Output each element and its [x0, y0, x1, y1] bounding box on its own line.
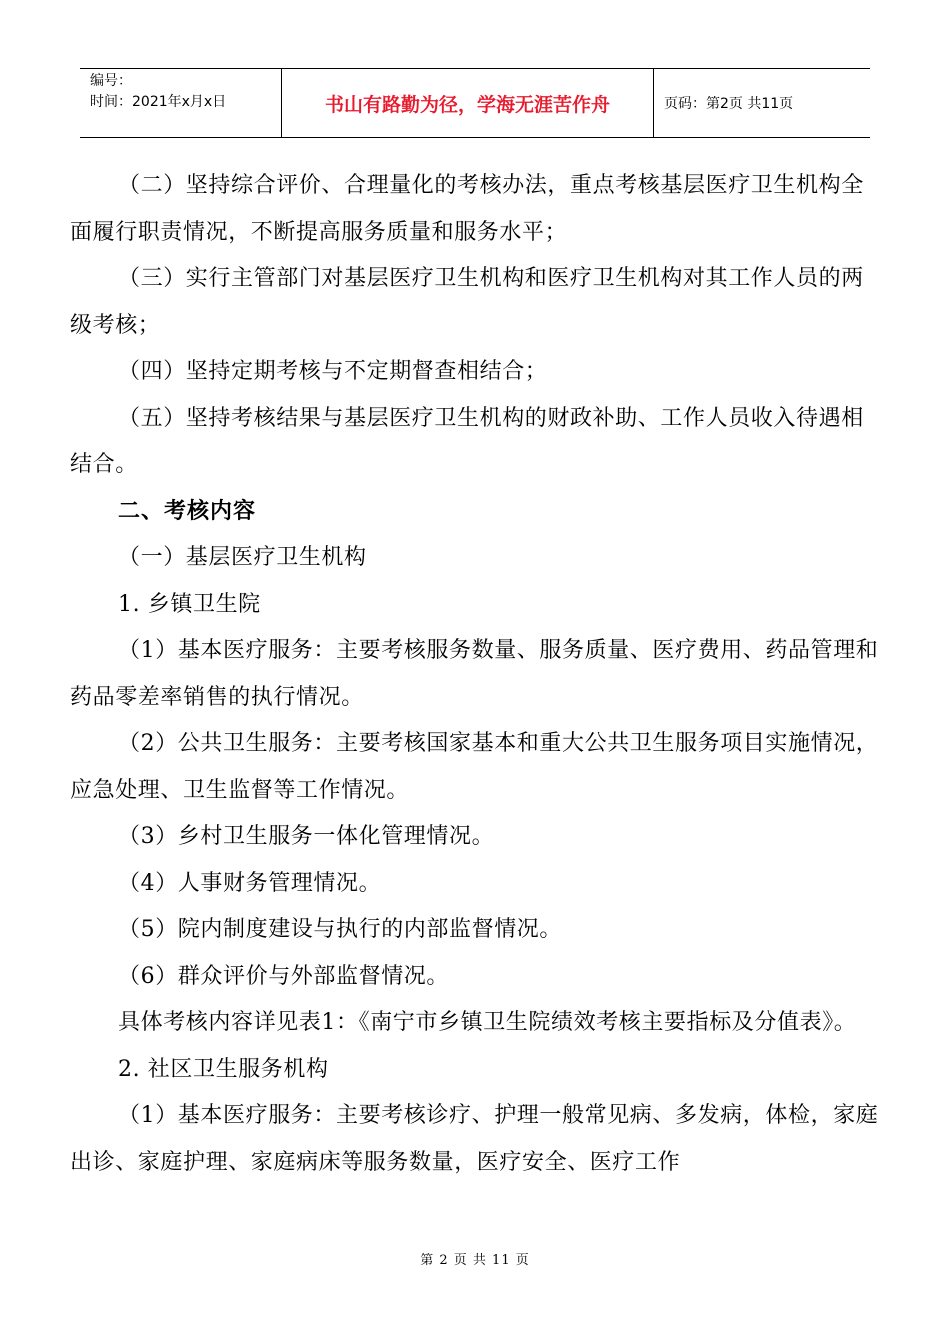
paragraph: （二）坚持综合评价、合理量化的考核办法，重点考核基层医疗卫生机构全面履行职责情况，不断提高服务质量和服务水平； [70, 173, 864, 245]
paragraph: （5）院内制度建设与执行的内部监督情况。 [118, 917, 562, 942]
section-heading: 二、考核内容 [118, 498, 257, 524]
paragraph: 具体考核内容详见表1：《南宁市乡镇卫生院绩效考核主要指标及分值表》。 [118, 1010, 857, 1035]
paragraph: （3）乡村卫生服务一体化管理情况。 [118, 824, 495, 849]
header-page-info: 页码：第2页 共11页 [664, 96, 794, 112]
document-time-label: 时间：2021年x月x日 [90, 94, 227, 110]
paragraph: （四）坚持定期考核与不定期督查相结合； [118, 359, 548, 384]
paragraph: （2）公共卫生服务：主要考核国家基本和重大公共卫生服务项目实施情况，应急处理、卫生监督等工作情况。 [70, 731, 879, 803]
page-footer: 第 2 页 共 11 页 [420, 1253, 530, 1268]
document-body [70, 163, 882, 1186]
header-motto: 书山有路勤为径，学海无涯苦作舟 [282, 69, 654, 137]
paragraph: （6）群众评价与外部监督情况。 [118, 963, 449, 989]
subsection-heading: 1. 乡镇卫生院 [118, 591, 261, 617]
page-header [80, 68, 870, 138]
paragraph: （1）基本医疗服务：主要考核服务数量、服务质量、医疗费用、药品管理和药品零差率销售的执行情况。 [70, 638, 879, 710]
paragraph: （三）实行主管部门对基层医疗卫生机构和医疗卫生机构对其工作人员的两级考核； [70, 266, 864, 338]
header-meta [80, 69, 282, 137]
paragraph: （五）坚持考核结果与基层医疗卫生机构的财政补助、工作人员收入待遇相结合。 [70, 405, 864, 477]
subsection-heading: 2. 社区卫生服务机构 [118, 1056, 329, 1082]
paragraph: （4）人事财务管理情况。 [118, 870, 382, 896]
paragraph: （1）基本医疗服务：主要考核诊疗、护理一般常见病、多发病，体检，家庭出诊、家庭护理、家庭病床等服务数量，医疗安全、医疗工作 [70, 1103, 879, 1175]
subsection-heading: （一）基层医疗卫生机构 [118, 545, 367, 570]
document-number-label: 编号： [90, 73, 132, 89]
